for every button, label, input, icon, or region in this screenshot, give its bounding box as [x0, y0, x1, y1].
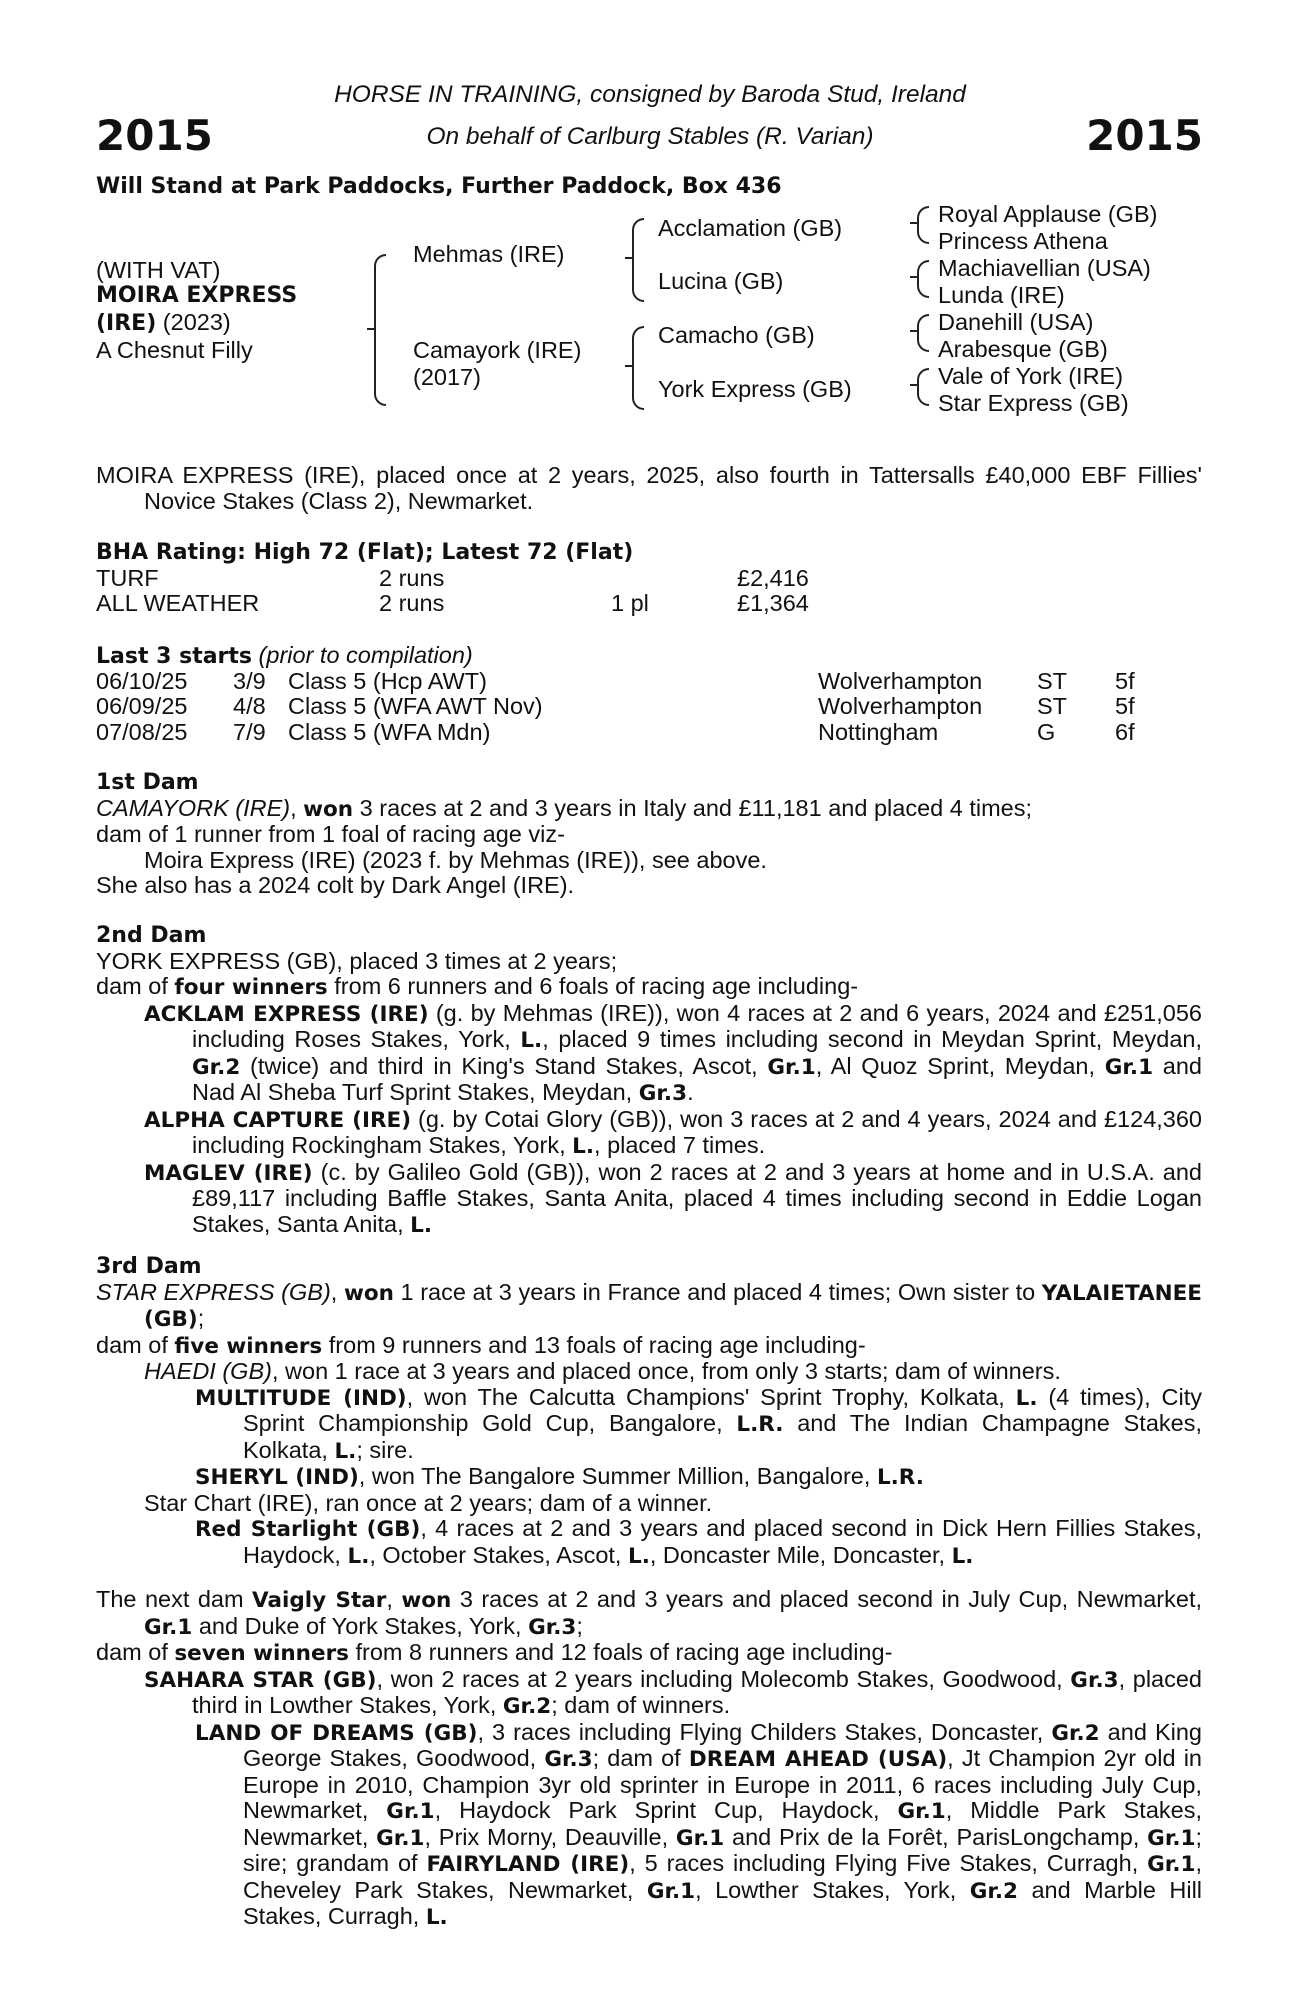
third-dam-name: STAR EXPRESS (GB): [96, 1278, 331, 1305]
horse-country: (IRE): [96, 311, 157, 336]
list-item: ALPHA CAPTURE (IRE) (g. by Cotai Glory (GB)), won 3 races at 2 and 4 years, 2024 and £124,360 including Rockingham Stakes, York, L., placed 7 times.: [144, 1105, 1203, 1159]
start-position: 7/9: [233, 718, 266, 745]
third-dam-section: [96, 1254, 1202, 1569]
horse-suffix: [96, 310, 231, 337]
on-behalf-line: On behalf of Carlburg Stables (R. Varian): [426, 123, 874, 150]
second-dam-title: 2nd Dam: [96, 923, 207, 948]
last-starts-note: (prior to compilation): [252, 642, 473, 668]
start-distance: 5f: [1115, 667, 1135, 694]
list-item: ACKLAM EXPRESS (IRE) (g. by Mehmas (IRE)), won 4 races at 2 and 6 years, 2024 and £251,056 including Roses Stakes, York, L., placed 9 times including second in Meydan Sprint, Meydan, Gr.2 (twice) and third in King's Stand Stakes, Ascot, Gr.1, Al Quoz Sprint, Meydan, Gr.1 and Nad Al Sheba Turf Sprint Stakes, Meydan, Gr.3.: [144, 999, 1202, 1106]
table-row: [96, 694, 1135, 720]
rating-runs: 2 runs: [379, 590, 445, 616]
pedigree-dss: Danehill (USA): [938, 309, 1094, 335]
rating-prize: £1,364: [737, 590, 809, 616]
start-date: 07/08/25: [96, 718, 188, 745]
pedigree-dam-year: (2017): [413, 364, 481, 390]
pedigree-sire-dam: Lucina (GB): [658, 268, 784, 294]
pedigree-sire-sire: Acclamation (GB): [658, 215, 843, 241]
table-row: [96, 720, 1135, 746]
rating-places: 1 pl: [611, 590, 649, 616]
consignor-line: HORSE IN TRAINING, consigned by Baroda Stud, Ireland: [334, 81, 966, 108]
pedigree-sdd: Lunda (IRE): [938, 282, 1065, 308]
next-dam-name: Vaigly Star: [252, 1588, 387, 1613]
list-item: HAEDI (GB), won 1 race at 3 years and placed once, from only 3 starts; dam of winners.: [144, 1358, 1061, 1384]
rating-section: [96, 540, 1202, 617]
lot-number-left: 2015: [96, 111, 213, 160]
table-row: [96, 591, 809, 617]
first-dam-also: She also has a 2024 colt by Dark Angel (IRE).: [96, 872, 575, 898]
pedigree-sds: Machiavellian (USA): [938, 255, 1151, 281]
start-going: G: [1037, 718, 1056, 745]
table-row: [96, 566, 809, 592]
first-dam-name: CAMAYORK (IRE): [96, 794, 291, 821]
list-item: MULTITUDE (IND), won The Calcutta Champions' Sprint Trophy, Kolkata, L. (4 times), City Sprint Championship Gold Cup, Bangalore, L.R. and The Indian Champagne Stakes, Kolkata, L.; sire.: [195, 1383, 1202, 1464]
pedigree-dam-dam: York Express (GB): [658, 376, 852, 402]
lot-number-right: 2015: [1086, 111, 1203, 160]
list-item: MAGLEV (IRE) (c. by Galileo Gold (GB)), won 2 races at 2 and 3 years at home and in U.S.A. and £89,117 including Baffle Stakes, Santa Anita, placed 4 times including second in Eddie Logan Stakes, Santa Anita, L.: [144, 1158, 1202, 1238]
pedigree-ddd: Star Express (GB): [938, 390, 1129, 416]
last-starts-heading: [96, 643, 1202, 669]
pedigree-brace-dam: [632, 326, 644, 410]
first-dam-title: 1st Dam: [96, 770, 199, 795]
next-dam-produce: dam of seven winners from 8 runners and 12 foals of racing age including-: [96, 1639, 893, 1666]
race-summary: [96, 463, 1202, 514]
second-dam-section: [96, 923, 1202, 1238]
start-date: 06/09/25: [96, 693, 188, 719]
pedigree-brace-sire: [632, 218, 644, 302]
rating-places: [611, 566, 737, 592]
pedigree-dam: Camayork (IRE): [413, 337, 582, 363]
start-race: Class 5 (WFA AWT Nov): [288, 693, 543, 719]
start-course: Wolverhampton: [818, 693, 983, 719]
rating-surface: TURF: [96, 564, 159, 591]
stand-location: Will Stand at Park Paddocks, Further Paddock, Box 436: [96, 174, 782, 199]
start-race: Class 5 (WFA Mdn): [288, 718, 491, 745]
horse-name: MOIRA EXPRESS: [96, 283, 298, 308]
pedigree-brace-main: [374, 254, 386, 406]
first-dam-record: CAMAYORK (IRE), won 3 races at 2 and 3 years in Italy and £11,181 and placed 4 times;: [96, 794, 1033, 822]
rating-runs: 2 runs: [379, 564, 445, 591]
start-position: 3/9: [233, 667, 266, 694]
next-dam-record: The next dam Vaigly Star, won 3 races at 2 and 3 years and placed second in July Cup, Newmarket, Gr.1 and Duke of York Stakes, York, Gr.3;: [96, 1586, 1203, 1640]
start-going: ST: [1037, 693, 1068, 719]
pedigree-dam-sire: Camacho (GB): [658, 322, 815, 348]
summary-text: MOIRA EXPRESS (IRE), placed once at 2 years, 2025, also fourth in Tattersalls £40,000 EBF Fillies' Novice Stakes (Class 2), Newmarket.: [96, 462, 1202, 514]
list-item: LAND OF DREAMS (GB), 3 races including Flying Childers Stakes, Doncaster, Gr.2 and King George Stakes, Goodwood, Gr.3; dam of DREAM AHEAD (USA), Jt Champion 2yr old in Europe in 2010, Champion 3yr old sprinter in Europe in 2011, 6 races including July Cup, Newmarket, Gr.1, Haydock Park Sprint Cup, Haydock, Gr.1, Middle Park Stakes, Newmarket, Gr.1, Prix Morny, Deauville, Gr.1 and Prix de la Forêt, ParisLongchamp, Gr.1; sire; grandam of FAIRYLAND (IRE), 5 races including Flying Five Stakes, Curragh, Gr.1, Cheveley Park Stakes, Newmarket, Gr.1, Lowther Stakes, York, Gr.2 and Marble Hill Stakes, Curragh, L.: [195, 1718, 1203, 1930]
list-item: Star Chart (IRE), ran once at 2 years; dam of a winner.: [144, 1489, 713, 1516]
start-distance: 6f: [1115, 718, 1135, 745]
horse-year: (2023): [156, 309, 231, 335]
rating-prize: £2,416: [737, 564, 809, 591]
horse-description: A Chesnut Filly: [96, 337, 253, 363]
last-starts-title: Last 3 starts: [96, 644, 253, 669]
third-dam-produce: dam of five winners from 9 runners and 13 foals of racing age including-: [96, 1331, 866, 1359]
list-item: Red Starlight (GB), 4 races at 2 and 3 years and placed second in Dick Hern Fillies Stakes, Haydock, L., October Stakes, Ascot, L., Doncaster Mile, Doncaster, L.: [195, 1515, 1202, 1569]
last-starts-table: [96, 669, 1135, 746]
start-race: Class 5 (Hcp AWT): [288, 667, 487, 694]
start-course: Wolverhampton: [818, 667, 983, 694]
first-dam-produce: dam of 1 runner from 1 foal of racing age viz-: [96, 821, 565, 847]
pedigree-sss: Royal Applause (GB): [938, 201, 1158, 227]
last-starts-section: [96, 643, 1202, 745]
rating-surface: ALL WEATHER: [96, 590, 260, 616]
rating-title: BHA Rating: High 72 (Flat); Latest 72 (Flat): [96, 540, 634, 565]
start-going: ST: [1037, 667, 1068, 694]
start-distance: 5f: [1115, 693, 1135, 719]
pedigree-ssd: Princess Athena: [938, 228, 1108, 254]
pedigree-dds: Vale of York (IRE): [938, 363, 1124, 389]
start-course: Nottingham: [818, 718, 939, 745]
first-dam-foal: Moira Express (IRE) (2023 f. by Mehmas (IRE)), see above.: [144, 846, 767, 873]
pedigree-sire: Mehmas (IRE): [413, 241, 565, 267]
list-item: SHERYL (IND), won The Bangalore Summer Million, Bangalore, L.R.: [195, 1463, 924, 1490]
next-dam-section: [96, 1587, 1202, 1931]
rating-table: [96, 566, 809, 617]
third-dam-title: 3rd Dam: [96, 1254, 202, 1279]
start-position: 4/8: [233, 693, 266, 719]
second-dam-produce: dam of four winners from 6 runners and 6 foals of racing age including-: [96, 973, 859, 1000]
table-row: [96, 669, 1135, 695]
vat-note: (WITH VAT): [96, 257, 221, 283]
first-dam-section: [96, 770, 1202, 899]
second-dam-record: YORK EXPRESS (GB), placed 3 times at 2 years;: [96, 947, 618, 974]
pedigree-dsd: Arabesque (GB): [938, 336, 1108, 362]
start-date: 06/10/25: [96, 667, 188, 694]
third-dam-record: STAR EXPRESS (GB), won 1 race at 3 years in France and placed 4 times; Own sister to YALAIETANEE (GB);: [96, 1278, 1202, 1332]
list-item: SAHARA STAR (GB), won 2 races at 2 years including Molecomb Stakes, Goodwood, Gr.3, placed third in Lowther Stakes, York, Gr.2; dam of winners.: [144, 1665, 1203, 1719]
